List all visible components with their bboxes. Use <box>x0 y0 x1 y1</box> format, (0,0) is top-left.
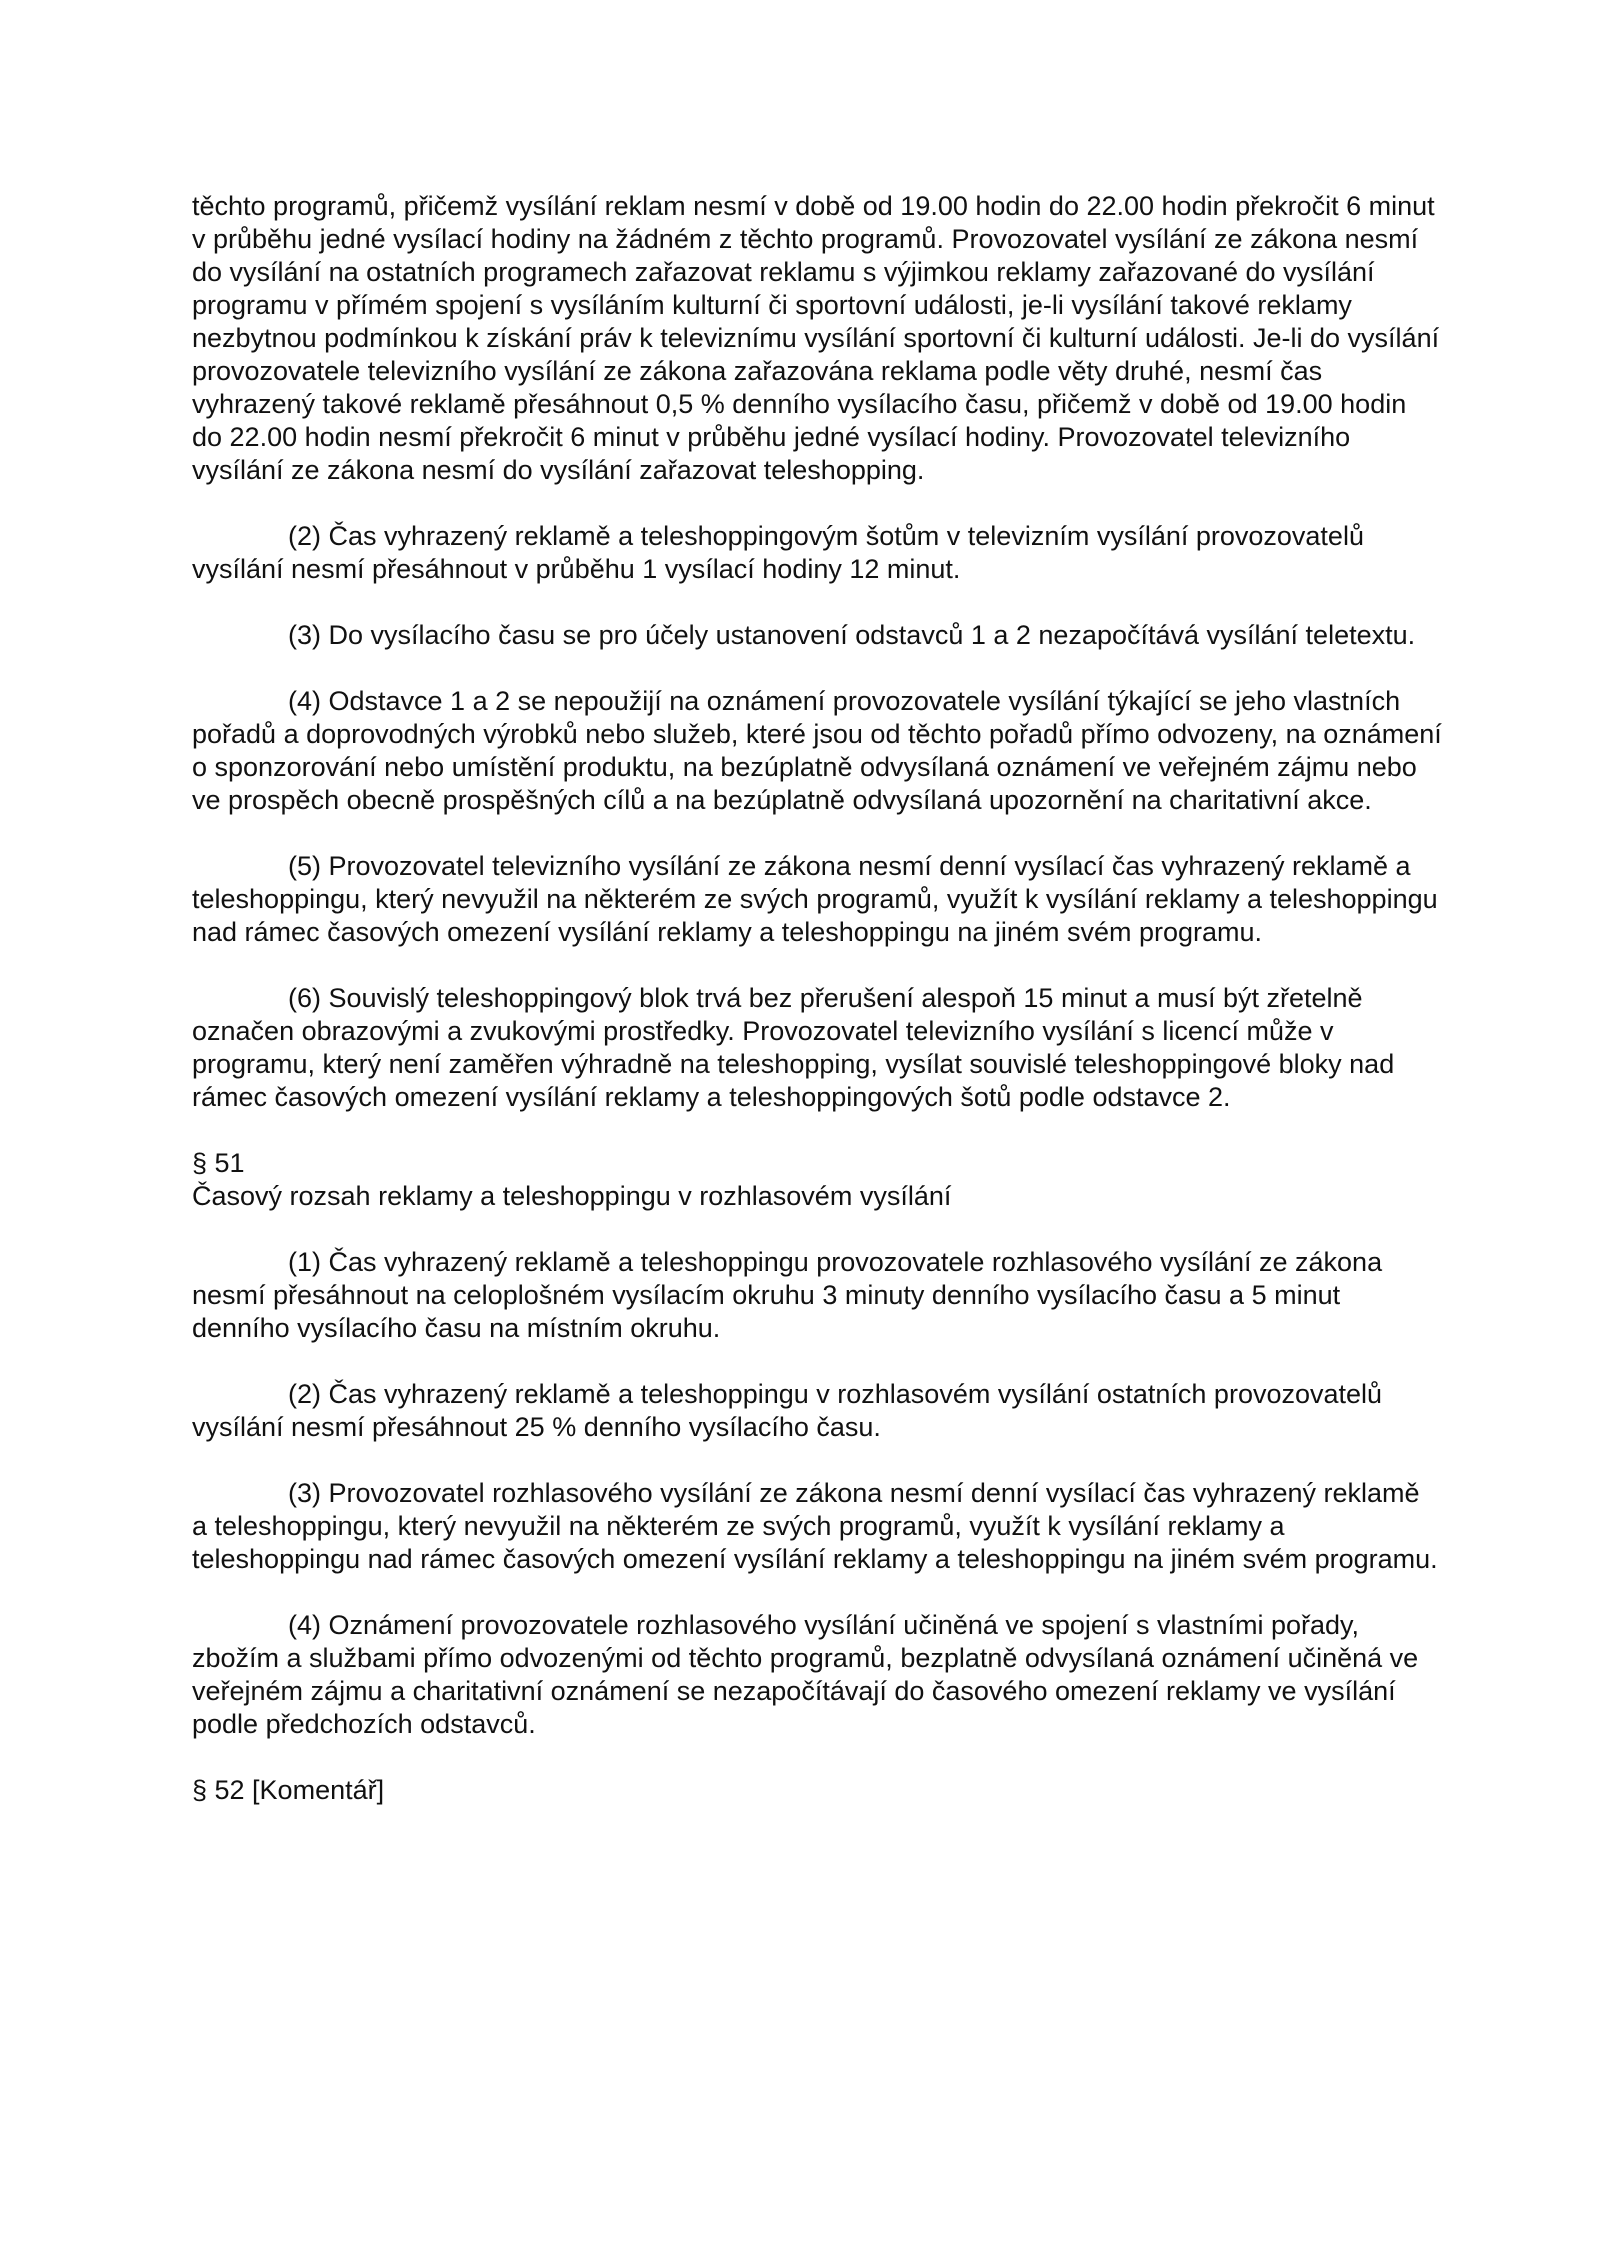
section-51-title: Časový rozsah reklamy a teleshoppingu v rozhlasovém vysílání <box>192 1181 952 1211</box>
paragraph-6: (6) Souvislý teleshoppingový blok trvá bez přerušení alespoň 15 minut a musí být zřetelně označen obrazovými a zvukovými prostředky. Provozovatel televizního vysílání s licencí může v programu, který není zaměřen výhradně na teleshopping, vysílat souvislé teleshoppingové bloky nad rámec časových omezení vysílání reklamy a teleshoppingových šotů podle odstavce 2. <box>192 983 1395 1112</box>
section-51-paragraph-3: (3) Provozovatel rozhlasového vysílání ze zákona nesmí denní vysílací čas vyhrazený reklamě a teleshoppingu, který nevyužil na některém ze svých programů, využít k vysílání reklamy a teleshoppingu nad rámec časových omezení vysílání reklamy a teleshoppingu na jiném svém programu. <box>192 1478 1438 1574</box>
paragraph-2: (2) Čas vyhrazený reklamě a teleshoppingovým šotům v televizním vysílání provozovatelů vysílání nesmí přesáhnout v průběhu 1 vysílací hodiny 12 minut. <box>192 521 1364 584</box>
section-51-paragraph-1: (1) Čas vyhrazený reklamě a teleshoppingu provozovatele rozhlasového vysílání ze zákona nesmí přesáhnout na celoplošném vysílacím okruhu 3 minuty denního vysílacího času a 5 minut denního vysílacího času na místním okruhu. <box>192 1247 1383 1343</box>
document-page <box>192 190 1442 1807</box>
section-51-paragraph-4: (4) Oznámení provozovatele rozhlasového vysílání učiněná ve spojení s vlastními pořady, zbožím a službami přímo odvozenými od těchto programů, bezplatně odvysílaná oznámení učiněná ve veřejném zájmu a charitativní oznámení se nezapočítávají do časového omezení reklamy ve vysílání podle předchozích odstavců. <box>192 1610 1419 1739</box>
paragraph-4: (4) Odstavce 1 a 2 se nepoužijí na oznámení provozovatele vysílání týkající se jeho vlastních pořadů a doprovodných výrobků nebo služeb, které jsou od těchto pořadů přímo odvozeny, na oznámení o sponzorování nebo umístění produktu, na bezúplatně odvysílaná oznámení ve veřejném zájmu nebo ve prospěch obecně prospěšných cílů a na bezúplatně odvysílaná upozornění na charitativní akce. <box>192 686 1442 815</box>
section-51-number: § 51 <box>192 1148 245 1178</box>
paragraph-5: (5) Provozovatel televizního vysílání ze zákona nesmí denní vysílací čas vyhrazený reklamě a teleshoppingu, který nevyužil na některém ze svých programů, využít k vysílání reklamy a teleshoppingu nad rámec časových omezení vysílání reklamy a teleshoppingu na jiném svém programu. <box>192 851 1438 947</box>
section-51-heading <box>192 1147 1442 1213</box>
paragraph-3: (3) Do vysílacího času se pro účely ustanovení odstavců 1 a 2 nezapočítává vysílání teletextu. <box>288 620 1416 650</box>
section-51-paragraph-2: (2) Čas vyhrazený reklamě a teleshoppingu v rozhlasovém vysílání ostatních provozovatelů vysílání nesmí přesáhnout 25 % denního vysílacího času. <box>192 1379 1383 1442</box>
section-52-heading: § 52 [Komentář] <box>192 1775 385 1805</box>
paragraph-continued: těchto programů, přičemž vysílání reklam nesmí v době od 19.00 hodin do 22.00 hodin překročit 6 minut v průběhu jedné vysílací hodiny na žádném z těchto programů. Provozovatel vysílání ze zákona nesmí do vysílání na ostatních programech zařazovat reklamu s výjimkou reklamy zařazované do vysílání programu v přímém spojení s vysíláním kulturní či sportovní události, je-li vysílání takové reklamy nezbytnou podmínkou k získání práv k televiznímu vysílání sportovní či kulturní události. Je-li do vysílání provozovatele televizního vysílání ze zákona zařazována reklama podle věty druhé, nesmí čas vyhrazený takové reklamě přesáhnout 0,5 % denního vysílacího času, přičemž v době od 19.00 hodin do 22.00 hodin nesmí překročit 6 minut v průběhu jedné vysílací hodiny. Provozovatel televizního vysílání ze zákona nesmí do vysílání zařazovat teleshopping. <box>192 191 1440 485</box>
